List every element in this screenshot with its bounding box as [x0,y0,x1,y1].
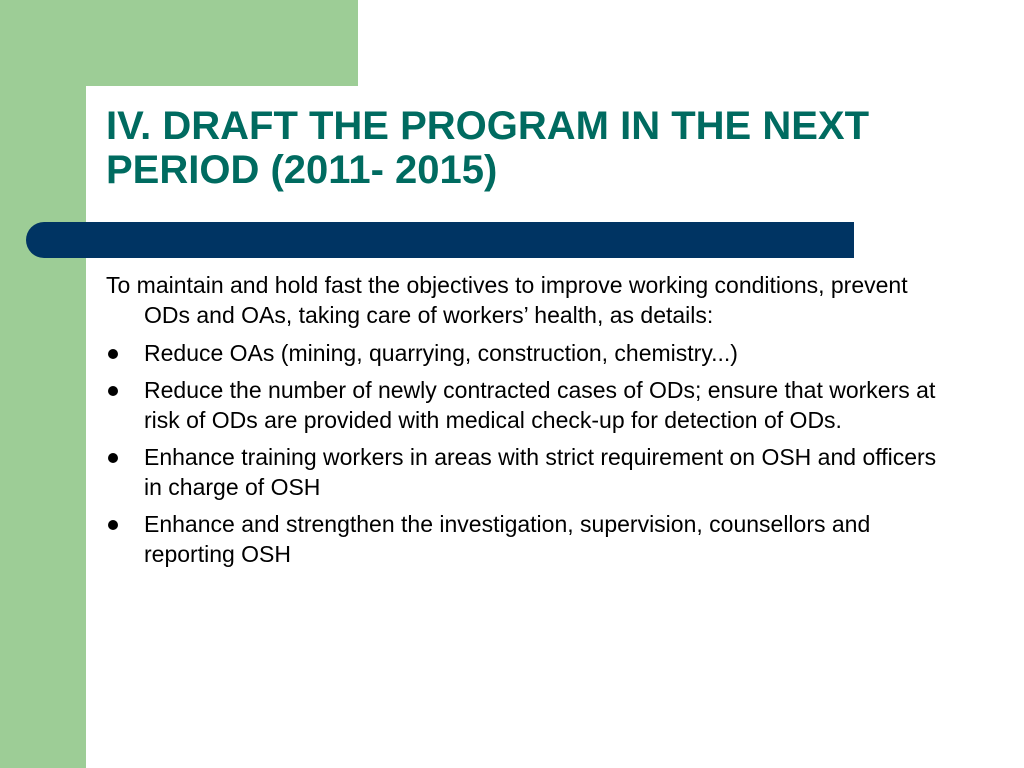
bullet-item [106,509,956,569]
bullet-item [106,375,956,435]
divider-bar [26,222,854,258]
bullet-dot-icon [108,520,118,530]
bullet-dot-icon [108,386,118,396]
bullet-text: Reduce the number of newly contracted cases of ODs; ensure that workers at risk of ODs are provided with medical check-up for detection of ODs. [144,377,936,433]
bullet-list [106,338,956,569]
bullet-item [106,442,956,502]
green-top-band [0,0,358,86]
bullet-dot-icon [108,453,118,463]
bullet-item [106,338,956,368]
bullet-text: Enhance training workers in areas with strict requirement on OSH and officers in charge of OSH [144,444,937,500]
slide-title: IV. DRAFT THE PROGRAM IN THE NEXT PERIOD (2011- 2015) [106,104,870,192]
bullet-dot-icon [108,349,118,359]
intro-paragraph: To maintain and hold fast the objectives to improve working conditions, prevent ODs and OAs, taking care of workers’ health, as details: [106,272,908,328]
green-side-band [0,0,86,768]
bullet-text: Enhance and strengthen the investigation, supervision, counsellors and reporting OSH [144,511,871,567]
slide-body [106,270,956,576]
bullet-text: Reduce OAs (mining, quarrying, construction, chemistry...) [144,340,738,366]
